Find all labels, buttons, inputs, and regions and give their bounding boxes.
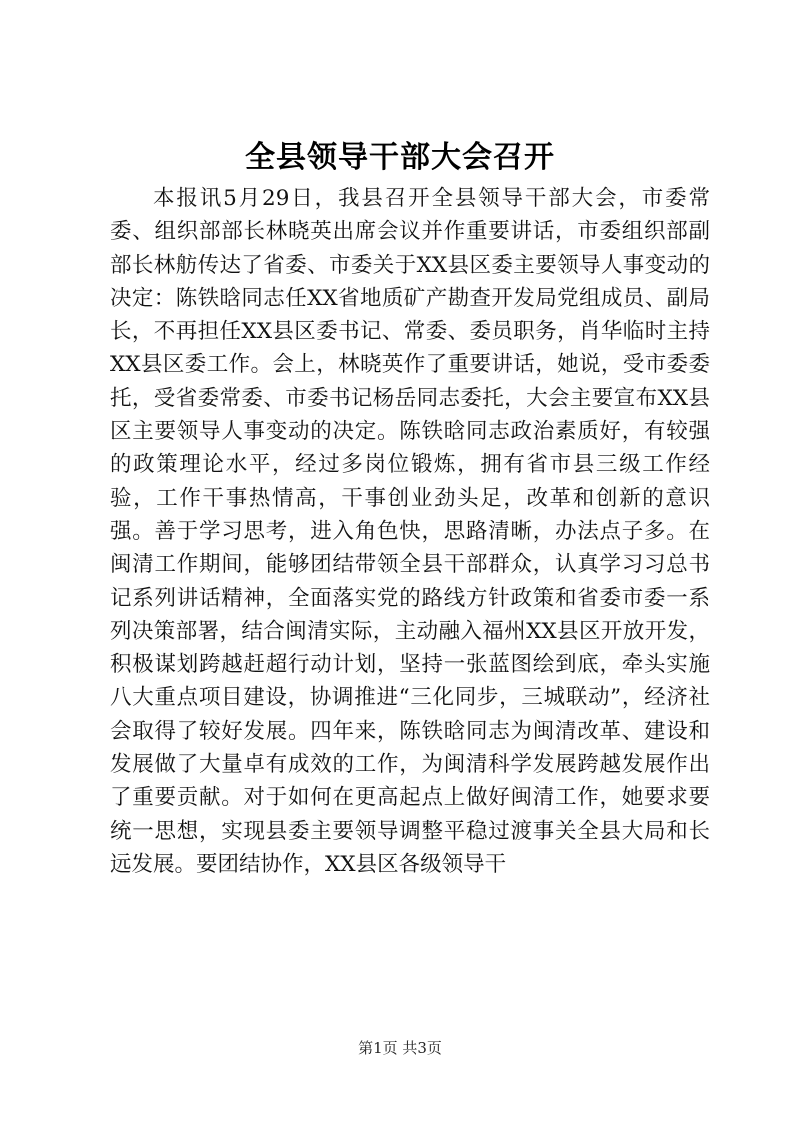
page-footer: 第1页 共3页: [358, 1039, 442, 1057]
page-title: 全县领导干部大会召开: [245, 140, 555, 175]
article-body: 本报讯5月29日，我县召开全县领导干部大会，市委常委、组织部部长林晓英出席会议并作重要讲话，市委组织部副部长林舫传达了省委、市委关于XX县区委主要领导人事变动的决定：陈铁晗同志任XX省地质矿产勘查开发局党组成员、副局长，不再担任XX县区委书记、常委、委员职务，肖华临时主持XX县区委工作。会上，林晓英作了重要讲话，她说，受市委委托，受省委常委、市委书记杨岳同志委托，大会主要宣布XX县区主要领导人事变动的决定。陈铁晗同志政治素质好，有较强的政策理论水平，经过多岗位锻炼，拥有省市县三级工作经验，工作干事热情高，干事创业劲头足，改革和创新的意识强。善于学习思考，进入角色快，思路清晰，办法点子多。在闽清工作期间，能够团结带领全县干部群众，认真学习习总书记系列讲话精神，全面落实党的路线方针政策和省委市委一系列决策部署，结合闽清实际，主动融入福州XX县区开放开发，积极谋划跨越赶超行动计划，坚持一张蓝图绘到底，牵头实施八大重点项目建设，协调推进“三化同步，三城联动”，经济社会取得了较好发展。四年来，陈铁晗同志为闽清改革、建设和发展做了大量卓有成效的工作，为闽清科学发展跨越发展作出了重要贡献。对于如何在更高起点上做好闽清工作，她要求要统一思想，实现县委主要领导调整平稳过渡事关全县大局和长远发展。要团结协作，XX县区各级领导干: [110, 186, 710, 877]
